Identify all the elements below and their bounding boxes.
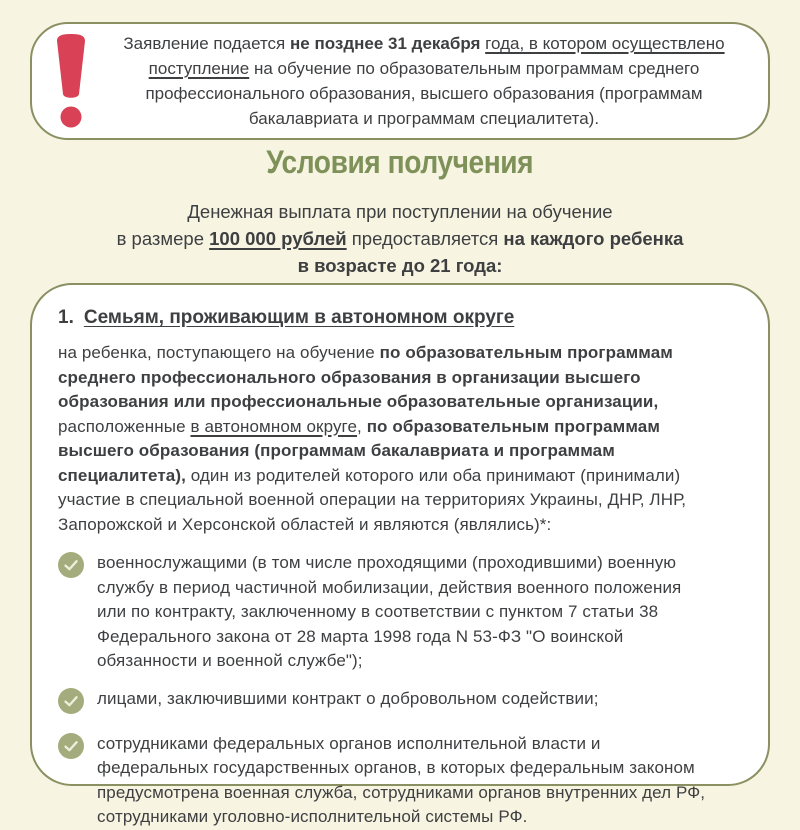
condition-card [30,283,770,826]
list-item [58,551,736,674]
exclamation-icon [32,34,110,128]
section-title-text: Условия получения [266,144,534,180]
deadline-alert-text: Заявление подается не позднее 31 декабря года, в котором осуществлено поступление на обучение по образовательным программам среднего профессионального образования, высшего образования (программам бакалавриата и программам специалитета). [123,34,725,128]
bullet-text: сотрудниками федеральных органов исполнительной власти и федеральных государственных органов, в которых федеральным законом предусмотрена военная служба, сотрудниками органов внутренних дел РФ, сотрудниками уголовно-исполнительной системы РФ. [97,733,706,826]
section-title [0,144,800,181]
card-title-row [58,307,736,329]
bullet-list [58,551,736,830]
intro-text: Денежная выплата при поступлении на обучение в размере 100 000 рублей предоставляется на каждого ребенка в возрасте до 21 года: [116,201,684,276]
card-title: Семьям, проживающим в автономном округе [83,307,515,328]
check-icon [58,733,84,764]
bullet-text: лицами, заключившими контракт о добровольном содействии; [97,688,599,708]
bullet-text: военнослужащими (в том числе проходящими (проходившими) военную службу в период частичной мобилизации, действия военного положения или по контракту, заключенному в соответствии с пунктом 7 статьи 38 Федерального закона от 28 марта 1998 года N 53-ФЗ "О воинской обязанности и военной службе"); [97,553,682,670]
card-body-text: на ребенка, поступающего на обучение по образовательным программам среднего профессионального образования в организации высшего образования или профессиональные образовательные организации, расположенные в автономном округе, по образовательным программам высшего образования (программам бакалавриата и программам специалитета), один из родителей которого или оба принимают (принимали) участие в специальной военной операции на территориях Украины, ДНР, ЛНР, Запорожской и Херсонской областей и являются (являлись)*: [58,343,687,534]
card-number: 1. [58,307,74,328]
check-icon [58,688,84,719]
list-item [58,732,736,830]
deadline-alert-card [30,22,770,140]
check-icon [58,552,84,583]
list-item [58,687,736,719]
